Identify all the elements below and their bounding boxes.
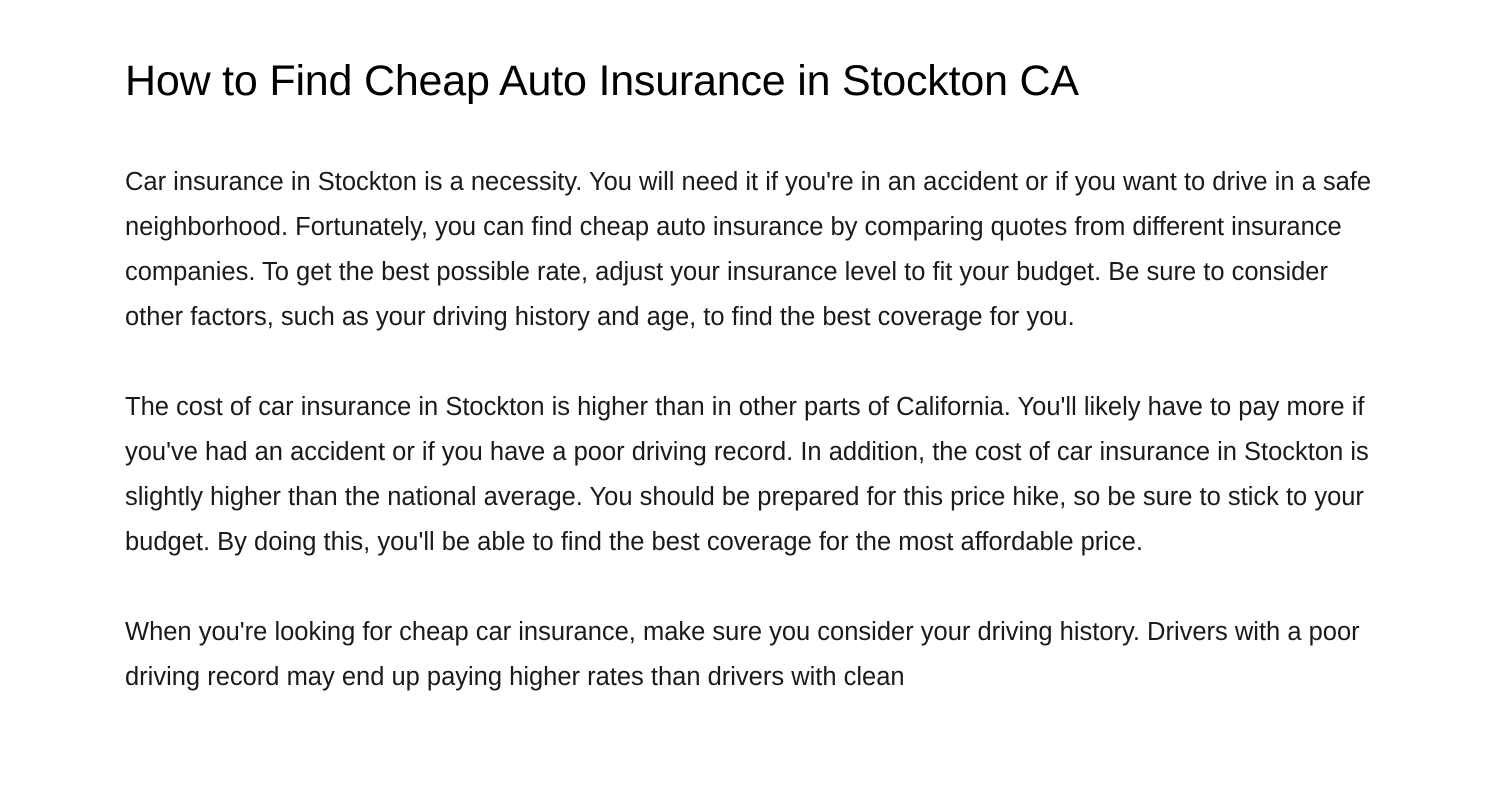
page-title: How to Find Cheap Auto Insurance in Stockton CA — [125, 57, 1079, 105]
body-paragraph: The cost of car insurance in Stockton is higher than in other parts of California. You'll likely have to pay more if you've had an accident or if you have a poor driving record. In addition, the cost of car insurance in Stockton is slightly higher than the national average. You should be prepared for this price hike, so be sure to stick to your budget. By doing this, you'll be able to find the best coverage for the most affordable price. — [125, 392, 1369, 556]
body-paragraph: Car insurance in Stockton is a necessity. You will need it if you're in an accident or if you want to drive in a safe neighborhood. Fortunately, you can find cheap auto insurance by comparing quotes from different insurance companies. To get the best possible rate, adjust your insurance level to fit your budget. Be sure to consider other factors, such as your driving history and age, to find the best coverage for you. — [125, 167, 1372, 331]
paragraph-gap — [125, 565, 1375, 610]
body-paragraph: When you're looking for cheap car insurance, make sure you consider your driving history. Drivers with a poor driving record may end up paying higher rates than drivers with clean — [125, 617, 1360, 691]
title-spacer — [125, 108, 1375, 160]
paragraph-gap — [125, 340, 1375, 385]
